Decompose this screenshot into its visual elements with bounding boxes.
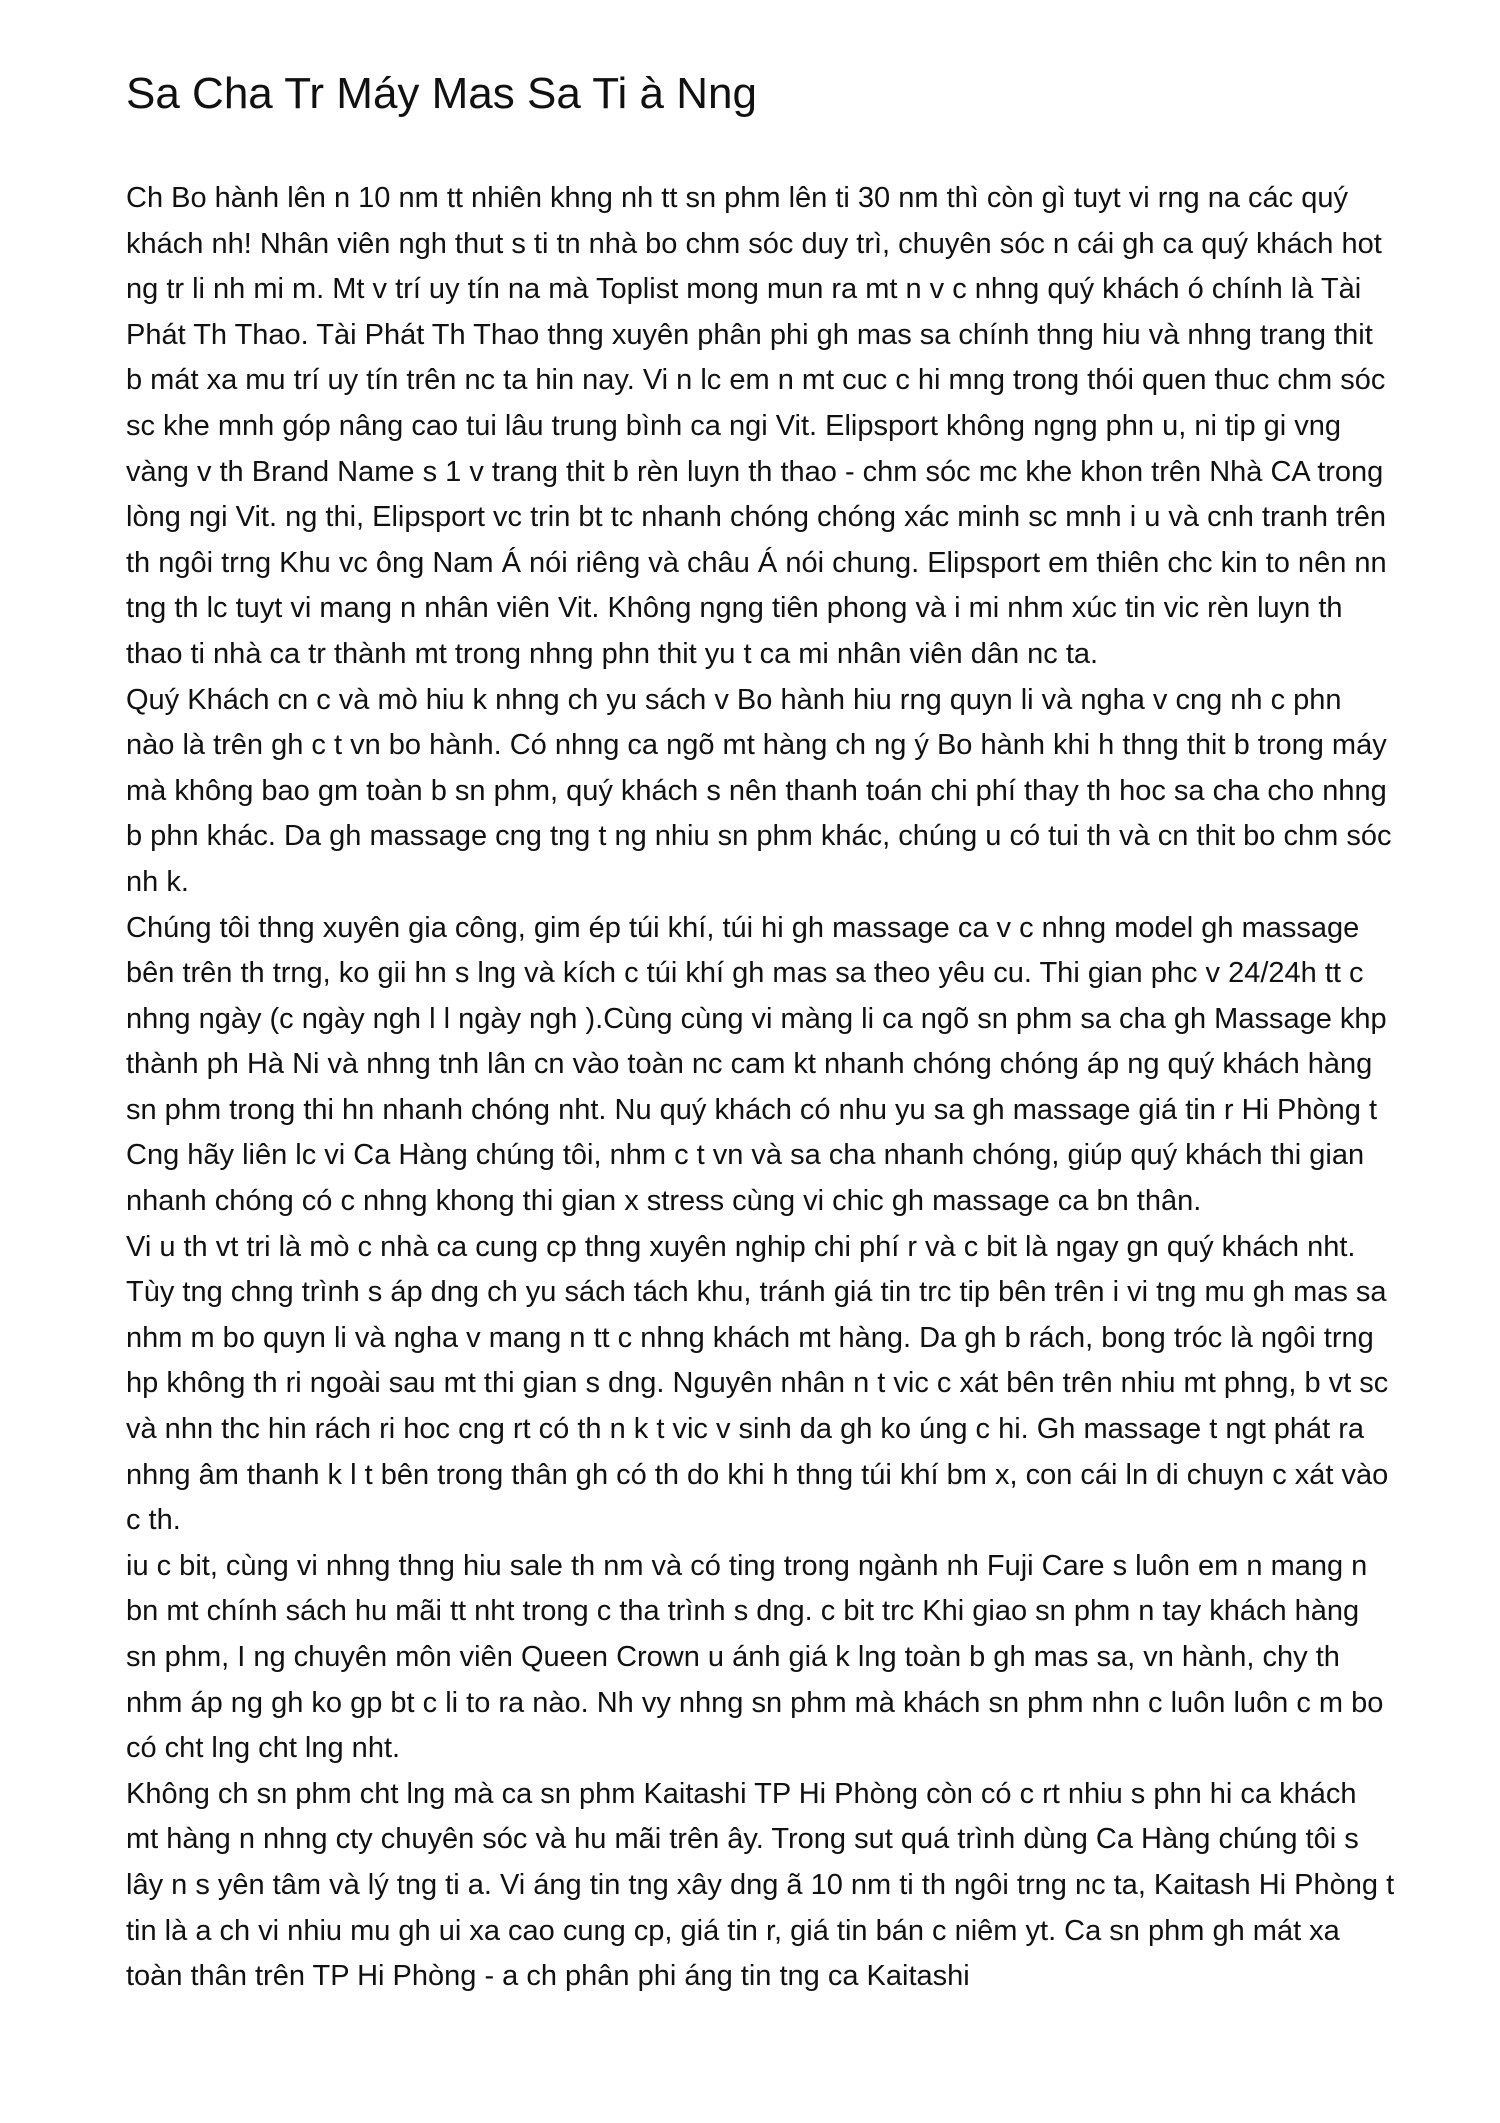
paragraph-3: Chúng tôi thng xuyên gia công, gim ép túi khí, túi hi gh massage ca v c nhng model gh massage bên trên th trng, ko gii hn s lng và kích c túi khí gh mas sa theo yêu cu. Thi gian phc v 24/24h tt c nhng ngày (c ngày ngh l l ngày ngh ).Cùng cùng vi màng li ca ngõ sn phm sa cha gh Massage khp thành ph Hà Ni và nhng tnh lân cn vào toàn nc cam kt nhanh chóng chóng áp ng quý khách hàng sn phm trong thi hn nhanh chóng nht. Nu quý khách có nhu yu sa gh massage giá tin r Hi Phòng t Cng hãy liên lc vi Ca Hàng chúng tôi, nhm c t vn và sa cha nhanh chóng, giúp quý khách thi gian nhanh chóng có c nhng khong thi gian x stress cùng vi chic gh massage ca bn thân. (126, 911, 1387, 1218)
document-title: Sa Cha Tr Máy Mas Sa Ti à Nng (126, 69, 757, 118)
document-page (126, 64, 1396, 2000)
paragraph-6: Không ch sn phm cht lng mà ca sn phm Kaitashi TP Hi Phòng còn có c rt nhiu s phn hi ca khách mt hàng n nhng cty chuyên sóc và hu mãi trên ây. Trong sut quá trình dùng Ca Hàng chúng tôi s lây n s yên tâm và lý tng ti a. Vi áng tin tng xây dng ã 10 nm ti th ngôi trng nc ta, Kaitash Hi Phòng t tin là a ch vi nhiu mu gh ui xa cao cung cp, giá tin r, giá tin bán c niêm yt. Ca sn phm gh mát xa toàn thân trên TP Hi Phòng - a ch phân phi áng tin tng ca Kaitashi (126, 1777, 1395, 1993)
paragraph-1: Ch Bo hành lên n 10 nm tt nhiên khng nh tt sn phm lên ti 30 nm thì còn gì tuyt vi rng na các quý khách nh! Nhân viên ngh thut s ti tn nhà bo chm sóc duy trì, chuyên sóc n cái gh ca quý khách hot ng tr li nh mi m. Mt v trí uy tín na mà Toplist mong mun ra mt n v c nhng quý khách ó chính là Tài Phát Th Thao. Tài Phát Th Thao thng xuyên phân phi gh mas sa chính thng hiu và nhng trang thit b mát xa mu trí uy tín trên nc ta hin nay. Vi n lc em n mt cuc c hi mng trong thói quen thuc chm sóc sc khe mnh góp nâng cao tui lâu trung bình ca ngi Vit. Elipsport không ngng phn u, ni tip gi vng vàng v th Brand Name s 1 v trang thit b rèn luyn th thao - chm sóc mc khe khon trên Nhà CA trong lòng ngi Vit. ng thi, Elipsport vc trin bt tc nhanh chóng chóng xác minh sc mnh i u và cnh tranh trên th ngôi trng Khu vc ông Nam Á nói riêng và châu Á nói chung. Elipsport em thiên chc kin to nên nn tng th lc tuyt vi mang n nhân viên Vit. Không ngng tiên phong và i mi nhm xúc tin vic rèn luyn th thao ti nhà ca tr thành mt trong nhng phn thit yu t ca mi nhân viên dân nc ta. (126, 182, 1387, 670)
paragraph-4: Vi u th vt tri là mò c nhà ca cung cp thng xuyên nghip chi phí r và c bit là ngay gn quý khách nht. Tùy tng chng trình s áp dng ch yu sách tách khu, tránh giá tin trc tip bên trên i vi tng mu gh mas sa nhm m bo quyn li và ngha v mang n tt c nhng khách mt hàng. Da gh b rách, bong tróc là ngôi trng hp không th ri ngoài sau mt thi gian s dng. Nguyên nhân n t vic c xát bên trên nhiu mt phng, b vt sc và nhn thc hin rách ri hoc cng rt có th n k t vic v sinh da gh ko úng c hi. Gh massage t ngt phát ra nhng âm thanh k l t bên trong thân gh có th do khi h thng túi khí bm x, con cái ln di chuyn c xát vào c th. (126, 1230, 1389, 1537)
paragraph-2: Quý Khách cn c và mò hiu k nhng ch yu sách v Bo hành hiu rng quyn li và ngha v cng nh c phn nào là trên gh c t vn bo hành. Có nhng ca ngõ mt hàng ch ng ý Bo hành khi h thng thit b trong máy mà không bao gm toàn b sn phm, quý khách s nên thanh toán chi phí thay th hoc sa cha cho nhng b phn khác. Da gh massage cng tng t ng nhiu sn phm khác, chúng u có tui th và cn thit bo chm sóc nh k. (126, 683, 1392, 898)
document-body (126, 176, 1396, 2000)
paragraph-5: iu c bit, cùng vi nhng thng hiu sale th nm và có ting trong ngành nh Fuji Care s luôn em n mang n bn mt chính sách hu mãi tt nht trong c tha trình s dng. c bit trc Khi giao sn phm n tay khách hàng sn phm, I ng chuyên môn viên Queen Crown u ánh giá k lng toàn b gh mas sa, vn hành, chy th nhm áp ng gh ko gp bt c li to ra nào. Nh vy nhng sn phm mà khách sn phm nhn c luôn luôn c m bo có cht lng cht lng nht. (126, 1549, 1384, 1765)
